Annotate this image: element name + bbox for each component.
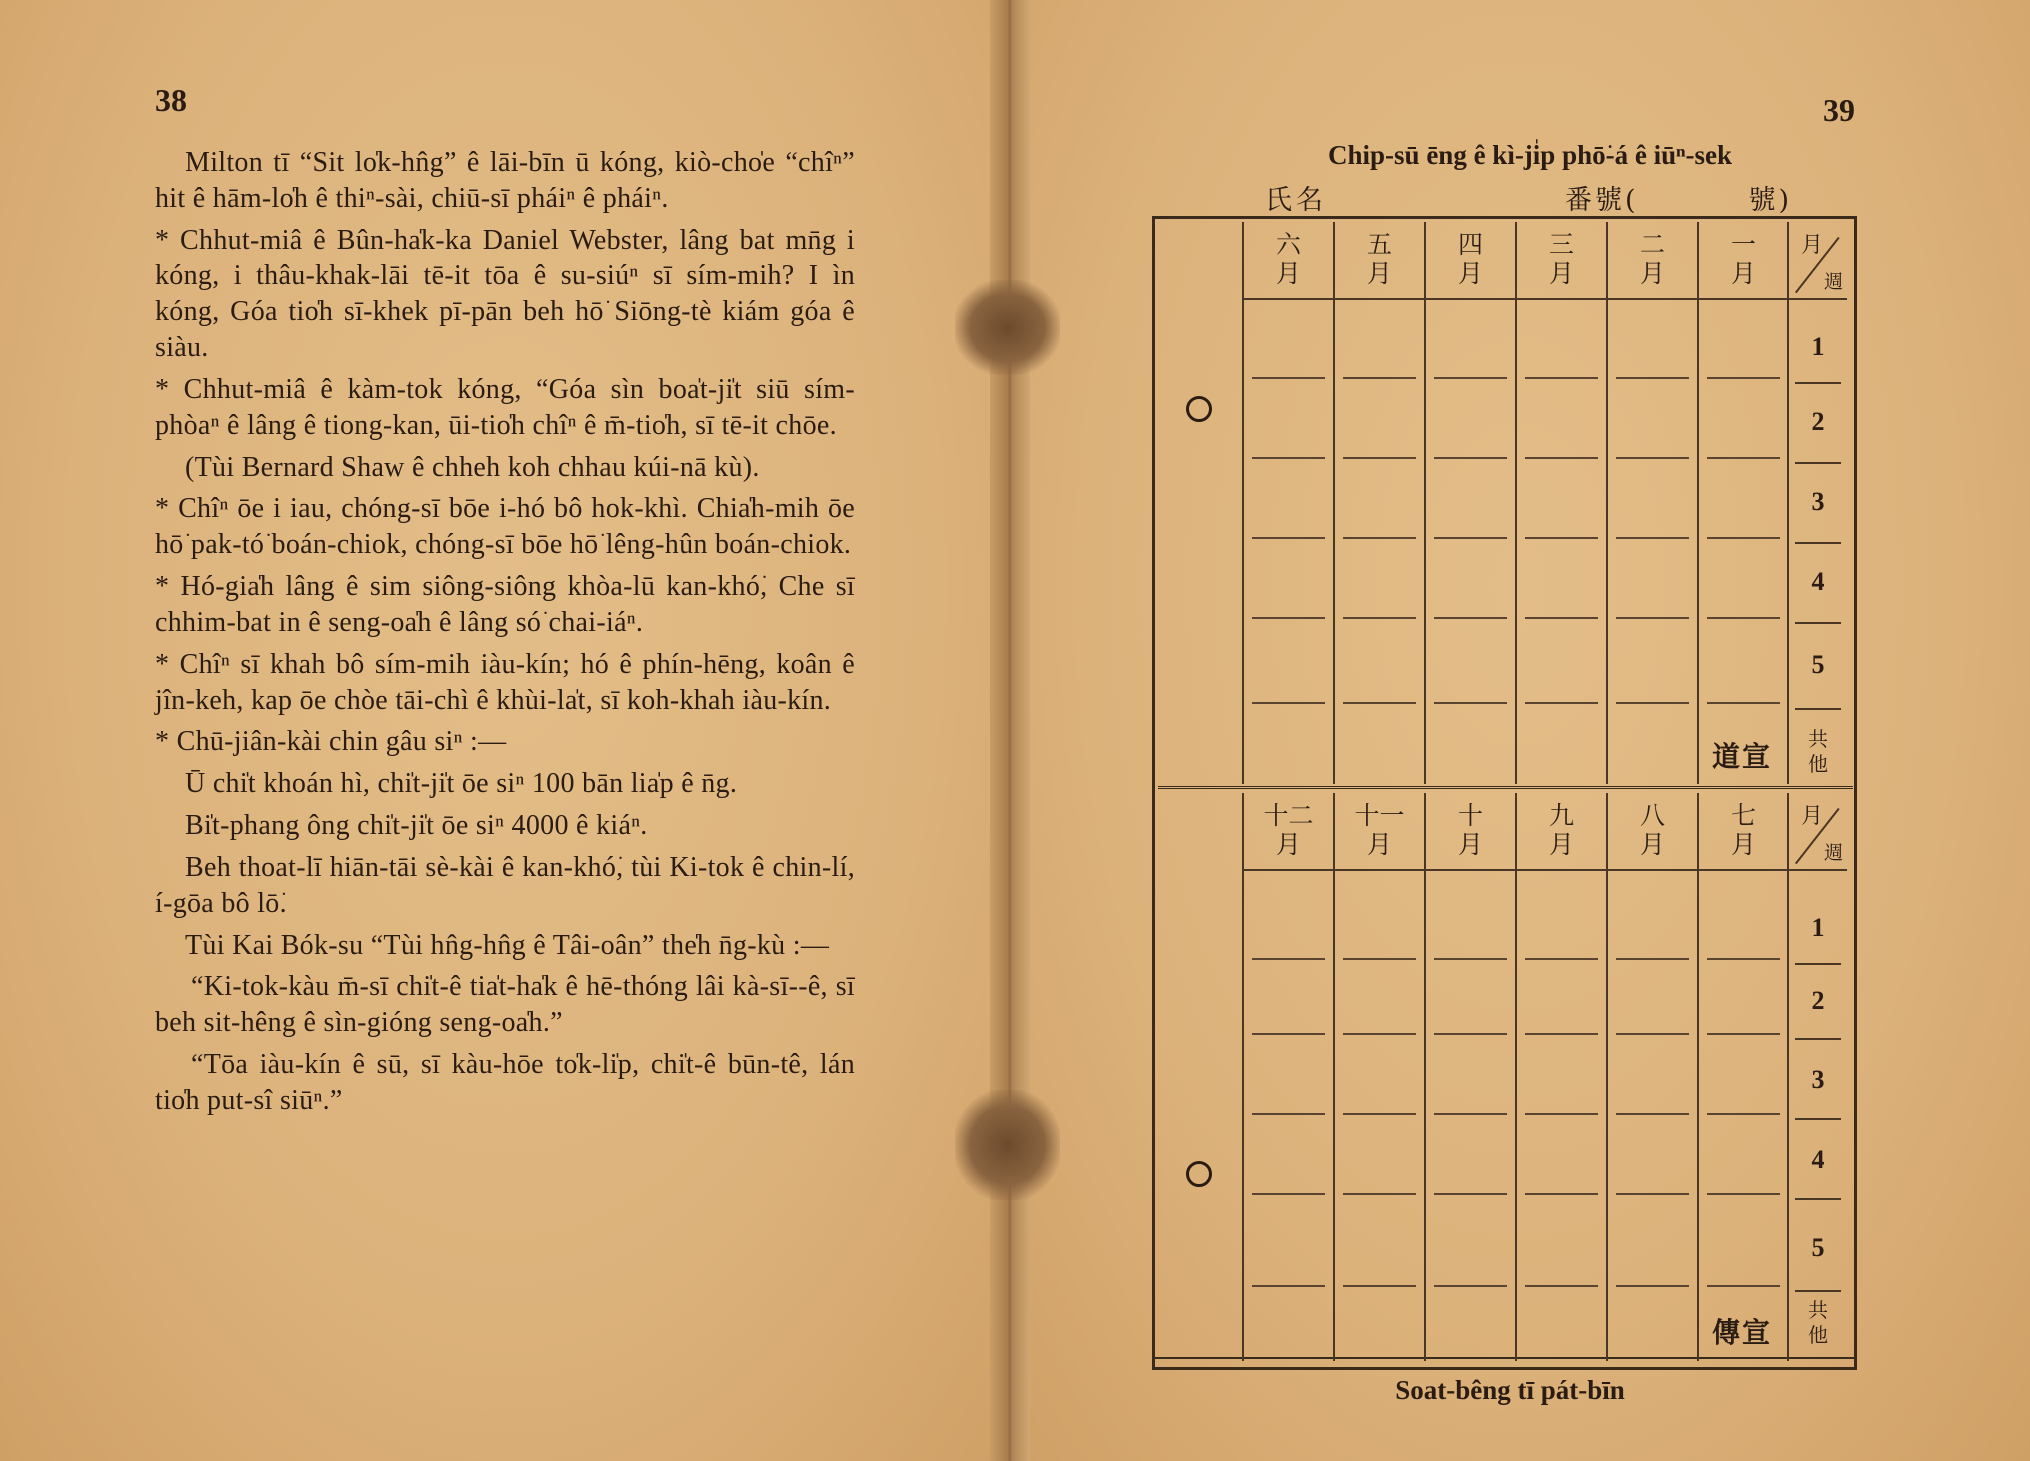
month-number: 一 xyxy=(1730,230,1756,260)
cell-line xyxy=(1616,1285,1689,1287)
week-column xyxy=(1787,793,1847,1361)
cell-line xyxy=(1525,958,1598,960)
paragraph: “Tōa iàu-kín ê sū, sī kàu-hōe to̍k-li̍p, chi̍t-ê būn-tê, lán tio̍h put-sî siūⁿ.” xyxy=(155,1049,855,1116)
month-unit: 月 xyxy=(1639,830,1665,859)
month-column xyxy=(1515,222,1606,784)
month-unit: 月 xyxy=(1548,830,1574,859)
cell-line xyxy=(1707,958,1780,960)
month-number: 七 xyxy=(1730,801,1756,831)
cell-line xyxy=(1707,1285,1780,1287)
week-column xyxy=(1787,222,1847,784)
paragraph: Ū chi̍t khoán hì, chi̍t-ji̍t ōe siⁿ 100 bān lia̍p ê n̄g. xyxy=(185,768,738,800)
first-half-year-grid xyxy=(1242,222,1847,784)
month-week-corner xyxy=(1789,793,1847,871)
paragraph: * Chîⁿ sī khah bô sím-mih iàu-kín; hó ê phín-hēng, koân ê jîn-keh, kap ōe chòe tāi-chì ê khùi-la̍t, sī koh-khah iàu-kín. xyxy=(155,648,855,716)
week-divider xyxy=(1795,963,1841,965)
cell-line xyxy=(1525,702,1598,704)
cell-line xyxy=(1616,537,1689,539)
cell-line xyxy=(1434,958,1507,960)
page-number-left: 38 xyxy=(155,82,187,118)
cell-line xyxy=(1434,1113,1507,1115)
month-unit: 月 xyxy=(1366,830,1392,859)
other-label-bottom: 他 xyxy=(1808,752,1828,776)
page-number-right: 39 xyxy=(1823,92,1855,128)
month-column xyxy=(1697,222,1788,784)
cell-line xyxy=(1252,1113,1325,1115)
month-header xyxy=(1426,222,1515,300)
cell-line xyxy=(1616,617,1689,619)
cell-line xyxy=(1343,377,1416,379)
week-divider xyxy=(1795,1118,1841,1120)
month-column xyxy=(1333,222,1424,784)
cell-line xyxy=(1434,702,1507,704)
month-header xyxy=(1244,222,1333,300)
cell-line xyxy=(1252,617,1325,619)
cell-line xyxy=(1525,457,1598,459)
week-divider xyxy=(1795,622,1841,624)
other-label-top: 共 xyxy=(1808,1298,1828,1322)
cell-line xyxy=(1343,457,1416,459)
paragraph: Tùi Kai Bók-su “Tùi hn̂g-hn̂g ê Tâi-oân” the̍h n̄g-kù :— xyxy=(185,929,830,961)
cell-line xyxy=(1525,1113,1598,1115)
month-number: 五 xyxy=(1366,230,1392,260)
month-column xyxy=(1424,793,1515,1361)
cell-line xyxy=(1616,1033,1689,1035)
cell-line xyxy=(1616,702,1689,704)
month-week-corner xyxy=(1789,222,1847,300)
week-divider xyxy=(1795,1198,1841,1200)
cell-line xyxy=(1343,1285,1416,1287)
cell-line xyxy=(1343,1033,1416,1035)
cell-line xyxy=(1343,958,1416,960)
week-number: 3 xyxy=(1811,487,1825,516)
form-title: Chip-sū ēng ê kì-ji̍p phō͘-á ê iūⁿ-sek xyxy=(1328,140,1732,170)
month-unit: 月 xyxy=(1730,830,1756,859)
cell-line xyxy=(1525,1193,1598,1195)
cell-line xyxy=(1434,377,1507,379)
cell-line xyxy=(1343,702,1416,704)
punch-circle-top xyxy=(1186,396,1212,422)
name-label: 氏名 xyxy=(1265,185,1327,216)
week-number: 2 xyxy=(1811,407,1825,436)
month-column xyxy=(1606,222,1697,784)
cell-line xyxy=(1434,1193,1507,1195)
paragraph: Milton tī “Sit lo̍k-hn̂g” ê lāi-bīn ū kóng, kiò-cho̍e “chîⁿ” hit ê hām-lo̍h ê thiⁿ-sài, chiū-sī pháiⁿ ê pháiⁿ. xyxy=(155,147,855,214)
month-header xyxy=(1699,793,1788,871)
week-divider xyxy=(1795,542,1841,544)
corner-month-label: 月 xyxy=(1801,233,1824,258)
week-number: 3 xyxy=(1811,1065,1825,1094)
cell-line xyxy=(1707,1193,1780,1195)
number-label-end: 號) xyxy=(1748,185,1793,216)
cell-line xyxy=(1252,1193,1325,1195)
other-label-top: 共 xyxy=(1808,727,1828,751)
cell-line xyxy=(1616,377,1689,379)
month-unit: 月 xyxy=(1548,259,1574,288)
month-number: 十一 xyxy=(1354,801,1405,831)
other-label xyxy=(1789,727,1847,777)
week-number: 4 xyxy=(1811,1145,1825,1174)
number-label-start: 番號( xyxy=(1565,185,1639,216)
second-half-year-grid xyxy=(1242,793,1847,1361)
week-divider xyxy=(1795,1290,1841,1292)
week-divider xyxy=(1795,462,1841,464)
paragraph: “Ki-tok-kàu m̄-sī chi̍t-ê tia̍t-ha̍k ê hē-thóng lâi kà-sī--ê, sī beh sit-hêng ê sìn-gióng seng-oa̍h.” xyxy=(155,971,855,1039)
cell-line xyxy=(1252,457,1325,459)
cell-line xyxy=(1434,1033,1507,1035)
festival-label: 道宣 xyxy=(1712,740,1773,773)
cell-line xyxy=(1434,457,1507,459)
punch-circle-bottom xyxy=(1186,1161,1212,1187)
paragraph: Bi̍t-phang ông chi̍t-ji̍t ōe siⁿ 4000 ê kiáⁿ. xyxy=(185,810,648,842)
cell-line xyxy=(1252,1285,1325,1287)
paragraph: Beh thoat-lī hiān-tāi sè-kài ê kan-khó͘, tùi Ki-tok ê chin-lí, í-gōa bô lō͘. xyxy=(155,851,855,919)
week-number: 1 xyxy=(1811,332,1825,361)
month-number: 四 xyxy=(1457,230,1483,260)
cell-line xyxy=(1707,1033,1780,1035)
month-number: 九 xyxy=(1548,801,1574,831)
cell-line xyxy=(1525,1285,1598,1287)
paragraph: (Tùi Bernard Shaw ê chheh koh chhau kúi-nā kù). xyxy=(185,451,760,483)
corner-month-label: 月 xyxy=(1801,804,1824,829)
week-divider xyxy=(1795,1038,1841,1040)
month-number: 三 xyxy=(1548,230,1574,260)
binding-hole-top xyxy=(955,280,1060,375)
cell-line xyxy=(1343,1193,1416,1195)
cell-line xyxy=(1343,617,1416,619)
other-label xyxy=(1789,1298,1847,1348)
other-label-bottom: 他 xyxy=(1808,1323,1828,1347)
month-unit: 月 xyxy=(1275,830,1301,859)
month-header xyxy=(1517,793,1606,871)
month-number: 八 xyxy=(1639,801,1665,831)
cell-line xyxy=(1707,617,1780,619)
cell-line xyxy=(1707,377,1780,379)
corner-week-label: 週 xyxy=(1823,271,1843,293)
month-header xyxy=(1517,222,1606,300)
month-unit: 月 xyxy=(1275,259,1301,288)
cell-line xyxy=(1525,617,1598,619)
form-footer-note: Soat-bêng tī pát-bīn xyxy=(1395,1375,1625,1405)
month-header xyxy=(1608,793,1697,871)
month-column xyxy=(1424,222,1515,784)
cell-line xyxy=(1616,457,1689,459)
month-header xyxy=(1608,222,1697,300)
week-number: 5 xyxy=(1811,1233,1825,1262)
cell-line xyxy=(1252,958,1325,960)
month-header xyxy=(1699,222,1788,300)
paragraph: * Chū-jiân-kài chin gâu siⁿ :— xyxy=(155,726,507,758)
cell-line xyxy=(1707,537,1780,539)
cell-line xyxy=(1343,537,1416,539)
cell-line xyxy=(1707,702,1780,704)
month-number: 六 xyxy=(1275,230,1301,260)
left-page-body xyxy=(155,145,855,1125)
cell-line xyxy=(1252,1033,1325,1035)
cell-line xyxy=(1525,377,1598,379)
cell-line xyxy=(1707,457,1780,459)
cell-line xyxy=(1616,1193,1689,1195)
paragraph: * Hó-gia̍h lâng ê sim siông-siông khòa-lū kan-khó͘, Che sī chhim-bat in ê seng-oa̍h ê lâng só͘ chai-iáⁿ. xyxy=(155,571,855,638)
half-divider xyxy=(1158,786,1853,789)
paragraph: * Chhut-miâ ê kàm-tok kóng, “Góa sìn boa̍t-ji̍t siū sím-phòaⁿ ê lâng ê tiong-kan, ūi-tio̍h chîⁿ ê m̄-tio̍h, sī tē-it chōe. xyxy=(155,373,855,441)
week-divider xyxy=(1795,382,1841,384)
month-unit: 月 xyxy=(1457,830,1483,859)
cell-line xyxy=(1707,1113,1780,1115)
month-unit: 月 xyxy=(1639,259,1665,288)
paragraph: * Chîⁿ ōe i iau, chóng-sī bōe i-hó bô hok-khì. Chia̍h-mih ōe hō͘ pak-tó͘ boán-chiok, chóng-sī bōe hō͘ lêng-hûn boán-chiok. xyxy=(155,493,855,561)
cell-line xyxy=(1434,617,1507,619)
month-header xyxy=(1335,222,1424,300)
week-number: 5 xyxy=(1811,650,1825,679)
month-column xyxy=(1333,793,1424,1361)
month-number: 十二 xyxy=(1263,801,1314,831)
month-number: 二 xyxy=(1639,230,1665,260)
number-label xyxy=(1565,178,1792,217)
cell-line xyxy=(1616,958,1689,960)
month-header xyxy=(1335,793,1424,871)
festival-label: 傳宣 xyxy=(1712,1316,1773,1349)
paragraph: * Chhut-miâ ê Bûn-ha̍k-ka Daniel Webster, lâng bat mn̄g i kóng, i thâu-khak-lāi tē-it tōa ê su-siúⁿ sī sím-mih? I ìn kóng, Góa tio̍h sī-khek pī-pān beh hō͘ Siōng-tè kiám góa ê siàu. xyxy=(155,224,855,364)
cell-line xyxy=(1434,537,1507,539)
corner-week-label: 週 xyxy=(1823,842,1843,864)
month-column xyxy=(1697,793,1788,1361)
month-number: 十 xyxy=(1457,801,1483,831)
month-unit: 月 xyxy=(1366,259,1392,288)
month-column xyxy=(1242,222,1333,784)
cell-line xyxy=(1343,1113,1416,1115)
week-number: 1 xyxy=(1811,913,1825,942)
cell-line xyxy=(1252,377,1325,379)
cell-line xyxy=(1525,537,1598,539)
month-unit: 月 xyxy=(1457,259,1483,288)
month-header xyxy=(1426,793,1515,871)
cell-line xyxy=(1434,1285,1507,1287)
month-column xyxy=(1242,793,1333,1361)
week-divider xyxy=(1795,708,1841,710)
week-number: 2 xyxy=(1811,986,1825,1015)
cell-line xyxy=(1252,537,1325,539)
cell-line xyxy=(1252,702,1325,704)
cell-line xyxy=(1616,1113,1689,1115)
binding-hole-bottom xyxy=(955,1090,1060,1200)
week-number: 4 xyxy=(1811,567,1825,596)
month-header xyxy=(1244,793,1333,871)
book-gutter xyxy=(990,0,1030,1461)
cell-line xyxy=(1525,1033,1598,1035)
month-column xyxy=(1606,793,1697,1361)
month-unit: 月 xyxy=(1730,259,1756,288)
month-column xyxy=(1515,793,1606,1361)
